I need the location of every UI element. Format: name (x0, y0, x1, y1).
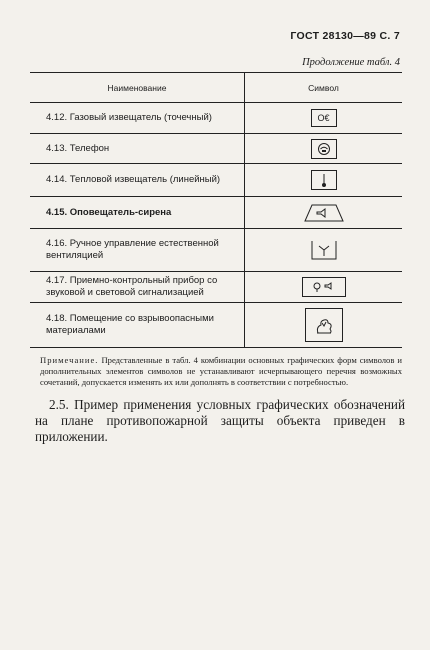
symbol-table (30, 72, 402, 348)
explosive-room-icon (305, 308, 343, 342)
manual-ventilation-control-icon (310, 239, 338, 261)
table-row (30, 229, 402, 272)
row-label: 4.14. Тепловой извещатель (линейный) (30, 164, 245, 197)
row-label: 4.12. Газовый извещатель (точечный) (30, 103, 245, 134)
table-note (40, 355, 402, 387)
row-label: 4.15. Оповещатель-сирена (30, 197, 245, 229)
row-label: 4.13. Телефон (30, 134, 245, 164)
column-header-name: Наименование (30, 73, 245, 103)
table-header-row (30, 73, 402, 103)
gas-detector-point-icon: O€ (311, 109, 337, 127)
telephone-icon (311, 139, 337, 159)
linear-heat-detector-icon (311, 170, 337, 190)
table-row (30, 303, 402, 348)
table-row (30, 103, 402, 134)
column-header-symbol: Символ (245, 73, 403, 103)
row-label: 4.17. Приемно-контрольный прибор со звуковой и световой сигнализацией (30, 272, 245, 303)
control-panel-sound-light-icon (302, 277, 346, 297)
table-continuation-label: Продолжение табл. 4 (302, 57, 400, 68)
table-row (30, 164, 402, 197)
note-lead: Примечание. (40, 355, 99, 365)
page-header: ГОСТ 28130—89 С. 7 (290, 30, 400, 42)
row-label: 4.18. Помещение со взрывоопасными материалами (30, 303, 245, 348)
table-row (30, 134, 402, 164)
table-row (30, 197, 402, 229)
table-row (30, 272, 402, 303)
row-label: 4.16. Ручное управление естественной вентиляцией (30, 229, 245, 272)
siren-icon (304, 204, 344, 222)
section-paragraph: 2.5. Пример применения условных графических обозначений на плане противопожарной защиты объекта приведен в приложении. (35, 397, 405, 444)
note-text: Представленные в табл. 4 комбинации основных графических форм символов и дополнительных элементов символов не устанавливают исчерпывающего перечня возможных сочетаний, допускается изменять их или дополнять в соответствии с потребностью. (40, 355, 402, 387)
